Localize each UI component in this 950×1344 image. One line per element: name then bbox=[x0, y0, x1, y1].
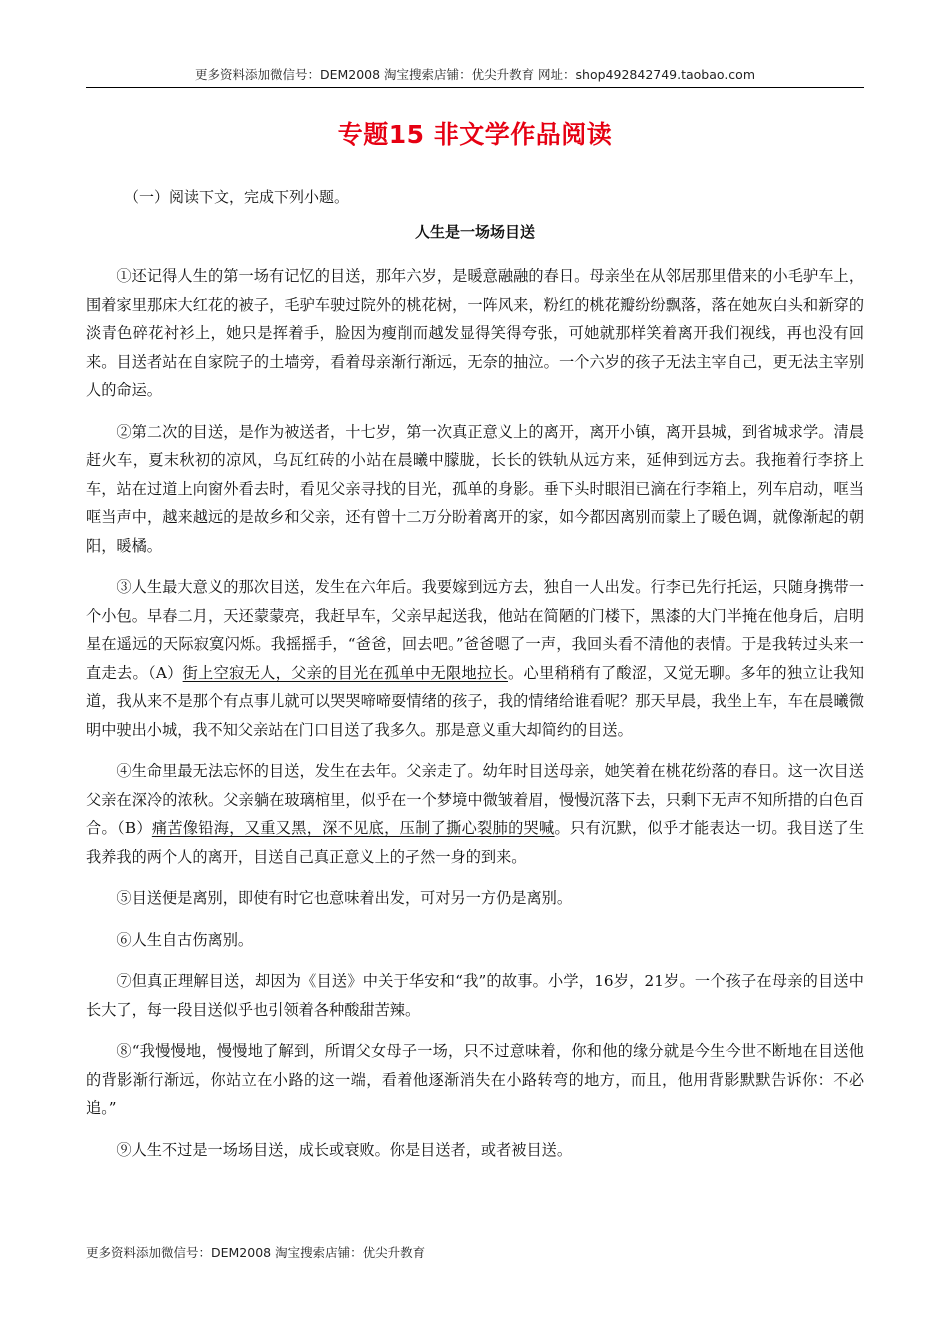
paragraph-7: ⑦但真正理解目送，却因为《目送》中关于华安和“我”的故事。小学，16岁，21岁。一个孩子在母亲的目送中长大了，每一段目送似乎也引领着各种酸甜苦辣。 bbox=[86, 972, 864, 1019]
paragraph-9: ⑨人生不过是一场场目送，成长或衰败。你是目送者，或者被目送。 bbox=[116, 1140, 573, 1159]
paragraph-3-text-before: ③人生最大意义的那次目送，发生在六年后。我要嫁到远方去，独自一人出发。行李已先行托运，只随身携带一个小包。早春二月，天还蒙蒙亮，我赶早车，父亲早起送我，他站在简陋的门楼下，黑漆的大门半掩在他身后，启明星在遥远的天际寂寞闪烁。我摇摇手，“爸爸，回去吧。”爸爸嗯了一声，我回头看不清他的表情。于是我转过头来一直走去。（A） bbox=[86, 578, 864, 682]
article-body bbox=[86, 262, 864, 1177]
paragraph-4-text-before: ④生命里最无法忘怀的目送，发生在去年。父亲走了。幼年时目送母亲，她笑着在桃花纷落的春日。这一次目送父亲在深冷的浓秋。父亲躺在玻璃棺里，似乎在一个梦境中微皱着眉，慢慢沉落下去，只剩下无声不知所措的白色百合。（B） bbox=[86, 762, 864, 837]
underlined-sentence-b: 痛苦像铅海，又重又黑，深不见底，压制了撕心裂肺的哭喊 bbox=[151, 819, 555, 837]
paragraph-5: ⑤目送便是离别，即使有时它也意味着出发，可对另一方仍是离别。 bbox=[116, 889, 573, 907]
paragraph-4 bbox=[86, 757, 864, 871]
reading-instruction: （一）阅读下文，完成下列小题。 bbox=[124, 188, 350, 206]
article-title: 人生是一场场目送 bbox=[414, 223, 535, 241]
underlined-sentence-a: 街上空寂无人，父亲的目光在孤单中无限地拉长 bbox=[182, 663, 508, 682]
document-title: 专题15 非文学作品阅读 bbox=[337, 120, 613, 149]
paragraph-4-text-after: 。只有沉默，似乎才能表达一切。我目送了生我养我的两个人的离开，目送自己真正意义上的孑然一身的到来。 bbox=[86, 819, 865, 866]
paragraph-3-text-after: 。心里稍稍有了酸涩，又觉无聊。多年的独立让我知道，我从来不是那个有点事儿就可以哭哭啼啼耍情绪的孩子，我的情绪给谁看呢？那天早晨，我坐上车，车在晨曦微明中驶出小城，我不知父亲站在门口目送了我多久。那是意义重大却简约的目送。 bbox=[86, 663, 865, 739]
paragraph-6: ⑥人生自古伤离别。 bbox=[116, 930, 254, 949]
page-footer: 更多资料添加微信号：DEM2008 淘宝搜索店铺：优尖升教育 bbox=[86, 1245, 426, 1260]
paragraph-8: ⑧“我慢慢地，慢慢地了解到，所谓父女母子一场，只不过意味着，你和他的缘分就是今生今世不断地在目送他的背影渐行渐远，你站立在小路的这一端，看着他逐渐消失在小路转弯的地方，而且，他用背影默默告诉你：不必追。” bbox=[86, 1042, 864, 1117]
paragraph-3 bbox=[86, 573, 864, 744]
paragraph-2: ②第二次的目送，是作为被送者，十七岁，第一次真正意义上的离开，离开小镇，离开县城，到省城求学。清晨赶火车，夏末秋初的凉风，乌瓦红砖的小站在晨曦中朦胧，长长的铁轨从远方来，延伸到远方去。我拖着行李挤上车，站在过道上向窗外看去时，看见父亲寻找的目光，孤单的身影。垂下头时眼泪已滴在行李箱上，列车启动，哐当哐当声中，越来越远的是故乡和父亲，还有曾十二万分盼着离开的家，如今都因离别而蒙上了暖色调，就像渐起的朝阳，暖橘。 bbox=[86, 422, 864, 555]
page-header: 更多资料添加微信号：DEM2008 淘宝搜索店铺：优尖升教育 网址：shop492842749.taobao.com bbox=[194, 67, 756, 82]
paragraph-1: ①还记得人生的第一场有记忆的目送，那年六岁，是暖意融融的春日。母亲坐在从邻居那里借来的小毛驴车上，围着家里那床大红花的被子，毛驴车驶过院外的桃花树，一阵风来，粉红的桃花瓣纷纷飘落，落在她灰白头和新穿的淡青色碎花衬衫上，她只是挥着手，脸因为瘦削而越发显得笑得夸张，可她就那样笑着离开我们视线，再也没有回来。目送者站在自家院子的土墙旁，看着母亲渐行渐远，无奈的抽泣。一个六岁的孩子无法主宰自己，更无法主宰别人的命运。 bbox=[86, 267, 864, 399]
header-divider bbox=[86, 87, 864, 88]
